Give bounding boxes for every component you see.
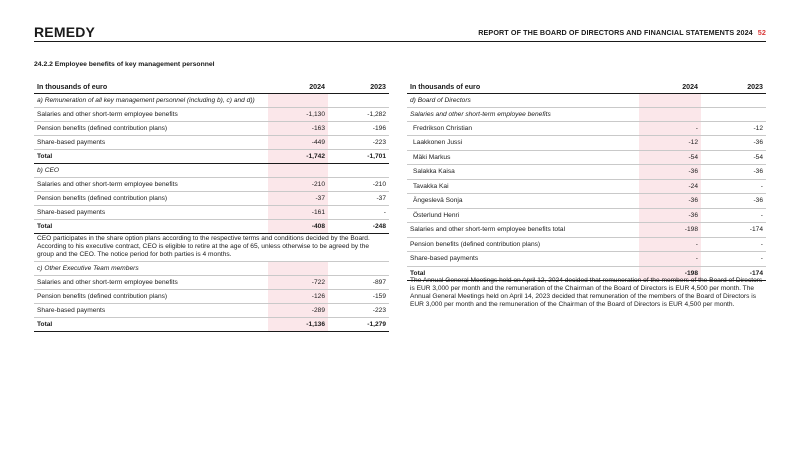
row-label: Share-based payments (34, 205, 268, 219)
board-member-name: Laakkonen Jussi (407, 136, 639, 151)
value-2024: -36 (639, 165, 701, 180)
table-row (407, 208, 766, 223)
table-row (34, 289, 389, 303)
total-label: Total (407, 266, 639, 280)
total-row (34, 219, 389, 233)
value-2024: - (639, 121, 701, 136)
board-member-name: Fredrikson Christian (407, 121, 639, 136)
row-label: Salaries and other short-term employee benefits (34, 275, 268, 289)
value-2023: -223 (328, 135, 389, 149)
board-member-name: Tavakka Kai (407, 179, 639, 194)
section-heading-row (34, 93, 389, 107)
column-header-2023: 2023 (328, 81, 389, 93)
total-row (34, 317, 389, 331)
board-member-name: Ängeslevä Sonja (407, 194, 639, 209)
section-heading-row (407, 93, 766, 107)
row-label: Pension benefits (defined contribution plans) (34, 121, 268, 135)
section-heading: d) Board of Directors (407, 93, 639, 107)
table-row (34, 135, 389, 149)
row-label: Share-based payments (34, 135, 268, 149)
value-2023: -159 (328, 289, 389, 303)
row-label: Salaries and other short-term employee benefits total (407, 223, 639, 238)
page-number: 52 (757, 28, 766, 37)
row-label: Salaries and other short-term employee benefits (34, 177, 268, 191)
section-heading: c) Other Executive Team members (34, 261, 268, 275)
value-2023: - (701, 237, 766, 252)
report-title: REPORT OF THE BOARD OF DIRECTORS AND FINANCIAL STATEMENTS 2024 (478, 28, 753, 37)
value-2024: -449 (268, 135, 328, 149)
value-2023: -54 (701, 150, 766, 165)
value-2024: -36 (639, 208, 701, 223)
table-row (34, 121, 389, 135)
table-row (407, 237, 766, 252)
row-label: Pension benefits (defined contribution plans) (34, 191, 268, 205)
ceo-note: CEO participates in the share option plans according to the respective terms and conditions decided by the Board. According to his executive contract, CEO is eligible to retire at the age of 65, unless otherwise to be agreed by the group and the CEO. The notice period for both parties is 4 months. (34, 233, 389, 261)
total-2024: -1,136 (268, 317, 328, 331)
table-row (407, 179, 766, 194)
total-2023: -1,279 (328, 317, 389, 331)
row-label: Share-based payments (34, 303, 268, 317)
table-row (407, 150, 766, 165)
column-header-label: In thousands of euro (34, 81, 268, 93)
column-header-2024: 2024 (268, 81, 328, 93)
section-heading: a) Remuneration of all key management personnel (including b), c) and d)) (34, 93, 268, 107)
ceo-note-row (34, 233, 389, 261)
column-header-2024: 2024 (639, 81, 701, 93)
total-label: Total (34, 149, 268, 163)
board-member-name: Österlund Henri (407, 208, 639, 223)
table-row (34, 303, 389, 317)
value-2024: -161 (268, 205, 328, 219)
row-label: Pension benefits (defined contribution plans) (407, 237, 639, 252)
table-row (34, 275, 389, 289)
row-label: Salaries and other short-term employee benefits (34, 107, 268, 121)
table-row (407, 121, 766, 136)
total-2023: -1,701 (328, 149, 389, 163)
value-2024: - (639, 252, 701, 267)
value-2024: -1,130 (268, 107, 328, 121)
table-row (407, 223, 766, 238)
value-2023: -12 (701, 121, 766, 136)
table-row (34, 107, 389, 121)
value-2023: -897 (328, 275, 389, 289)
value-2023: -36 (701, 194, 766, 209)
board-remuneration-table (407, 81, 766, 281)
total-2023: -174 (701, 266, 766, 280)
subsection-heading: Salaries and other short-term employee benefits (407, 107, 639, 121)
value-2024: - (639, 237, 701, 252)
value-2023: -174 (701, 223, 766, 238)
table-header-row (407, 81, 766, 93)
section-heading-row (34, 163, 389, 177)
board-remuneration-note: The Annual General Meetings held on April 12, 2024 decided that remuneration of the members of the Board of Directors is EUR 3,000 per month and the remuneration of the Chairman of the Board of Directors is EUR 4,500 per month. The Annual General Meetings held on April 14, 2023 decided that remuneration of the members of the Board of Directors is EUR 3,000 per month and the remuneration of the Chairman of the Board of Directors is EUR 4,500 per month. (410, 277, 763, 309)
value-2024: -37 (268, 191, 328, 205)
value-2023: -223 (328, 303, 389, 317)
row-label: Pension benefits (defined contribution plans) (34, 289, 268, 303)
value-2024: -722 (268, 275, 328, 289)
column-header-2023: 2023 (701, 81, 766, 93)
section-heading: b) CEO (34, 163, 268, 177)
value-2023: -36 (701, 136, 766, 151)
value-2024: -198 (639, 223, 701, 238)
section-heading-row (34, 261, 389, 275)
value-2024: -289 (268, 303, 328, 317)
total-2023: -248 (328, 219, 389, 233)
value-2023: - (701, 208, 766, 223)
value-2023: -196 (328, 121, 389, 135)
subsection-heading-row (407, 107, 766, 121)
table-row (407, 194, 766, 209)
total-2024: -408 (268, 219, 328, 233)
table-row (34, 177, 389, 191)
value-2023: -1,282 (328, 107, 389, 121)
table-header-row (34, 81, 389, 93)
total-label: Total (34, 219, 268, 233)
value-2023: -37 (328, 191, 389, 205)
total-row (34, 149, 389, 163)
table-row (407, 165, 766, 180)
value-2023: -36 (701, 165, 766, 180)
board-member-name: Mäki Markus (407, 150, 639, 165)
report-header (478, 28, 766, 37)
value-2023: -210 (328, 177, 389, 191)
value-2023: - (701, 252, 766, 267)
kmp-benefits-table (34, 81, 389, 332)
column-header-label: In thousands of euro (407, 81, 639, 93)
total-2024: -198 (639, 266, 701, 280)
row-label: Share-based payments (407, 252, 639, 267)
board-member-name: Salakka Kaisa (407, 165, 639, 180)
table-row (407, 252, 766, 267)
table-row (407, 136, 766, 151)
value-2024: -36 (639, 194, 701, 209)
header-divider (34, 41, 766, 42)
value-2024: -24 (639, 179, 701, 194)
value-2024: -163 (268, 121, 328, 135)
total-label: Total (34, 317, 268, 331)
value-2024: -54 (639, 150, 701, 165)
value-2023: - (328, 205, 389, 219)
table-row (34, 191, 389, 205)
section-title: 24.2.2 Employee benefits of key management personnel (34, 61, 215, 68)
total-2024: -1,742 (268, 149, 328, 163)
value-2024: -126 (268, 289, 328, 303)
table-row (34, 205, 389, 219)
value-2024: -210 (268, 177, 328, 191)
company-logo: REMEDY (34, 24, 96, 40)
value-2023: - (701, 179, 766, 194)
value-2024: -12 (639, 136, 701, 151)
